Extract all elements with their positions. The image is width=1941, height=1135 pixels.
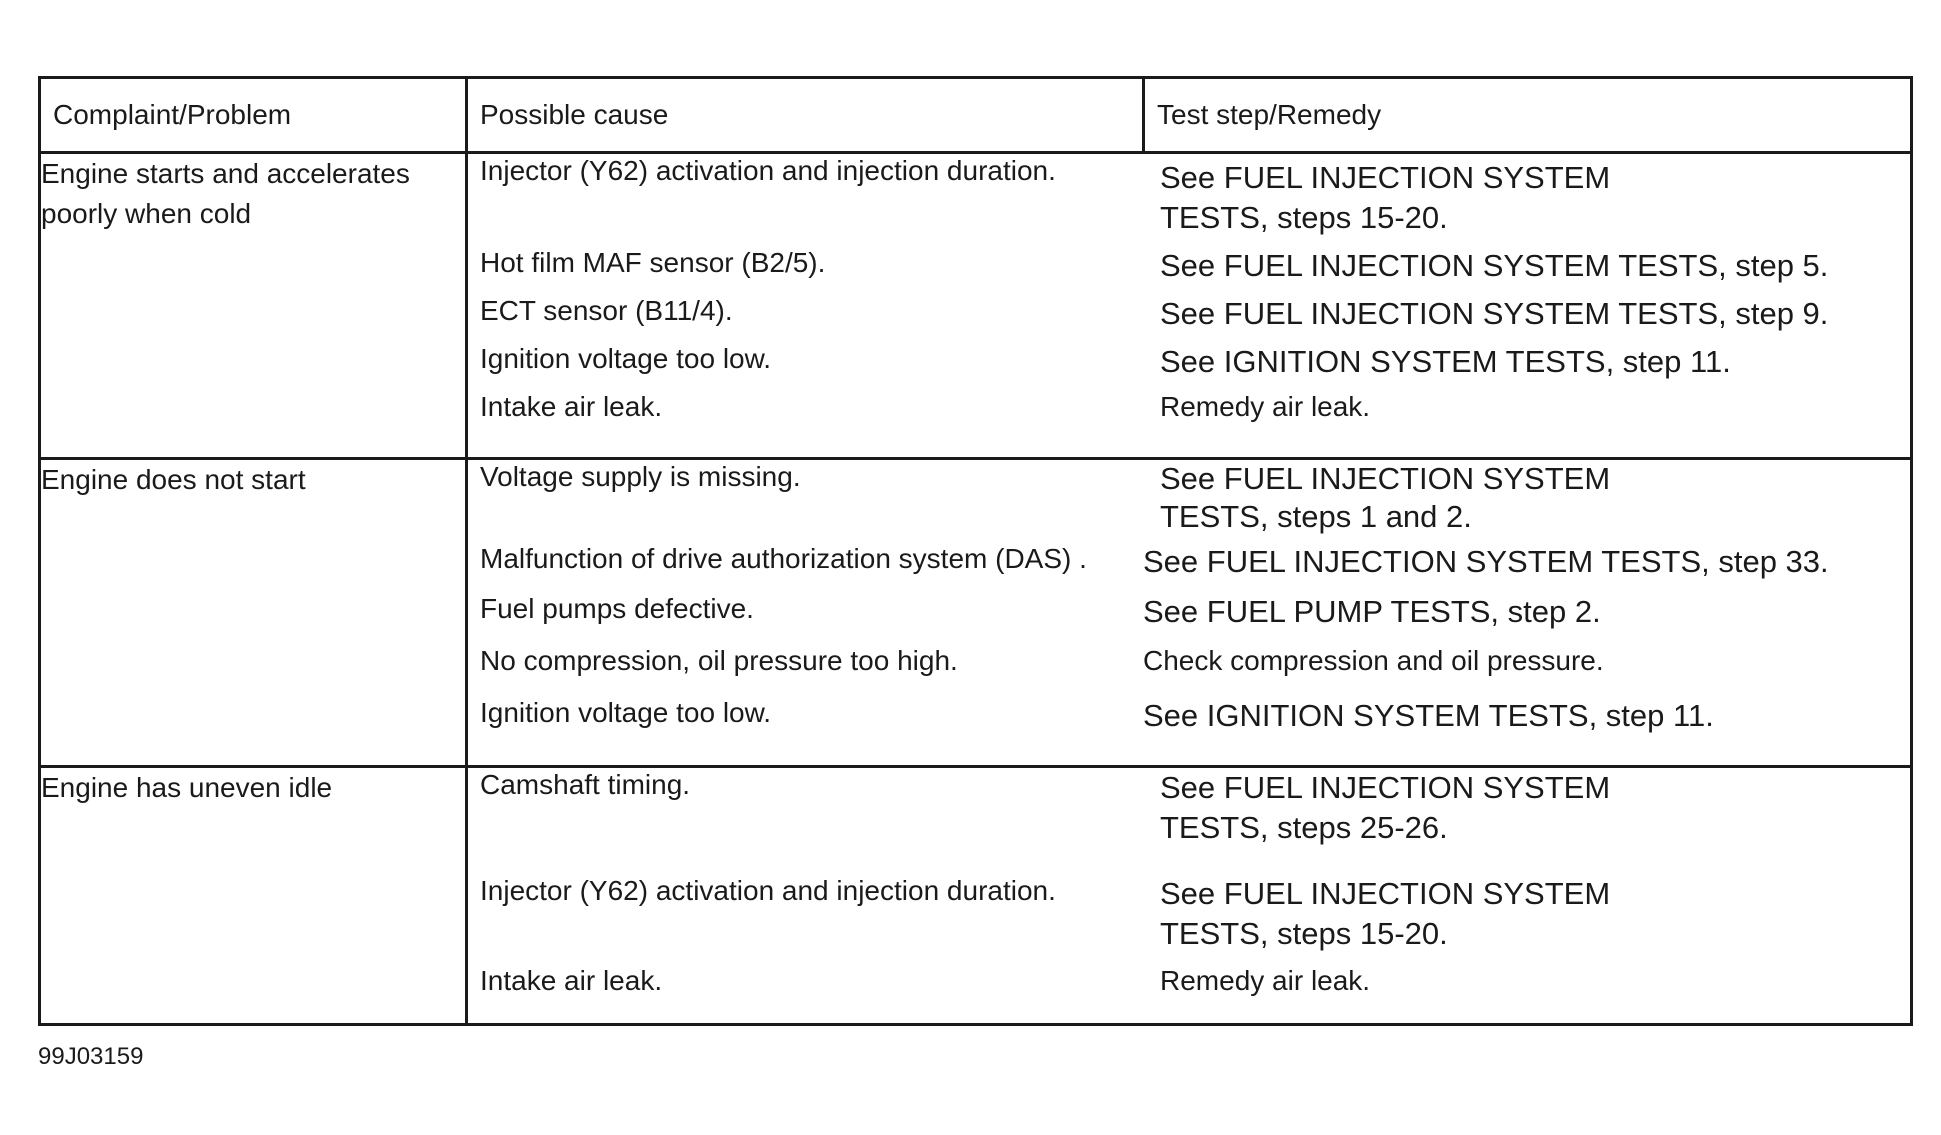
cause-text: Hot film MAF sensor (B2/5). <box>480 247 826 278</box>
header-cause: Possible cause <box>467 78 1144 153</box>
cause-remedy-pair <box>468 460 1910 542</box>
remedy-text: See IGNITION SYSTEM TESTS, step 11. <box>1143 698 1714 733</box>
diagnosis-table <box>38 76 1913 1026</box>
cause-remedy-group <box>467 767 1912 1025</box>
cause-remedy-pair <box>468 294 1910 342</box>
remedy-text: Check compression and oil pressure. <box>1143 645 1604 676</box>
cause-text: Camshaft timing. <box>480 769 691 800</box>
cause-text: Injector (Y62) activation and injection duration. <box>480 875 1056 906</box>
cause-remedy-pair <box>468 154 1910 246</box>
cause-remedy-pair <box>468 768 1910 874</box>
cause-remedy-group <box>467 153 1912 459</box>
cause-remedy-pair <box>468 542 1910 592</box>
cause-text: ECT sensor (B11/4). <box>480 295 733 326</box>
header-remedy: Test step/Remedy <box>1144 78 1912 153</box>
cause-remedy-pair <box>468 390 1910 424</box>
cause-text: Intake air leak. <box>480 391 663 422</box>
remedy-text: See FUEL INJECTION SYSTEM TESTS, steps 15-20. <box>1160 876 1611 951</box>
header-row <box>40 78 1912 153</box>
cause-text: Intake air leak. <box>480 965 663 996</box>
cause-text: Voltage supply is missing. <box>480 461 801 492</box>
cause-text: Fuel pumps defective. <box>480 593 754 624</box>
cause-text: Ignition voltage too low. <box>480 697 772 728</box>
cause-text: Malfunction of drive authorization system (DAS) . <box>480 543 1087 574</box>
cause-remedy-pair <box>468 246 1910 294</box>
remedy-text: See FUEL INJECTION SYSTEM TESTS, step 9. <box>1160 296 1829 331</box>
figure-id: 99J03159 <box>38 1043 144 1070</box>
cause-text: Injector (Y62) activation and injection duration. <box>480 155 1056 186</box>
table-row <box>40 459 1912 767</box>
cause-remedy-pair <box>468 696 1910 736</box>
cause-text: No compression, oil pressure too high. <box>480 645 958 676</box>
cause-remedy-pair <box>468 592 1910 644</box>
table-row <box>40 153 1912 459</box>
complaint-cell: Engine starts and accelerates poorly when cold <box>40 153 467 459</box>
cause-remedy-pair <box>468 342 1910 390</box>
table-row <box>40 767 1912 1025</box>
remedy-text: Remedy air leak. <box>1160 965 1371 996</box>
complaint-cell: Engine does not start <box>40 459 467 767</box>
complaint-cell: Engine has uneven idle <box>40 767 467 1025</box>
remedy-text: See FUEL INJECTION SYSTEM TESTS, steps 15-20. <box>1160 160 1611 235</box>
cause-remedy-pair <box>468 874 1910 964</box>
remedy-text: See FUEL PUMP TESTS, step 2. <box>1143 594 1601 629</box>
remedy-text: See FUEL INJECTION SYSTEM TESTS, step 33. <box>1143 544 1829 579</box>
remedy-text: See FUEL INJECTION SYSTEM TESTS, steps 1 and 2. <box>1160 461 1611 534</box>
cause-text: Ignition voltage too low. <box>480 343 772 374</box>
remedy-text: See FUEL INJECTION SYSTEM TESTS, step 5. <box>1160 248 1829 283</box>
cause-remedy-group <box>467 459 1912 767</box>
remedy-text: Remedy air leak. <box>1160 391 1371 422</box>
cause-remedy-pair <box>468 644 1910 696</box>
cause-remedy-pair <box>468 964 1910 998</box>
remedy-text: See FUEL INJECTION SYSTEM TESTS, steps 25-26. <box>1160 770 1611 845</box>
header-complaint: Complaint/Problem <box>40 78 467 153</box>
remedy-text: See IGNITION SYSTEM TESTS, step 11. <box>1160 344 1731 379</box>
